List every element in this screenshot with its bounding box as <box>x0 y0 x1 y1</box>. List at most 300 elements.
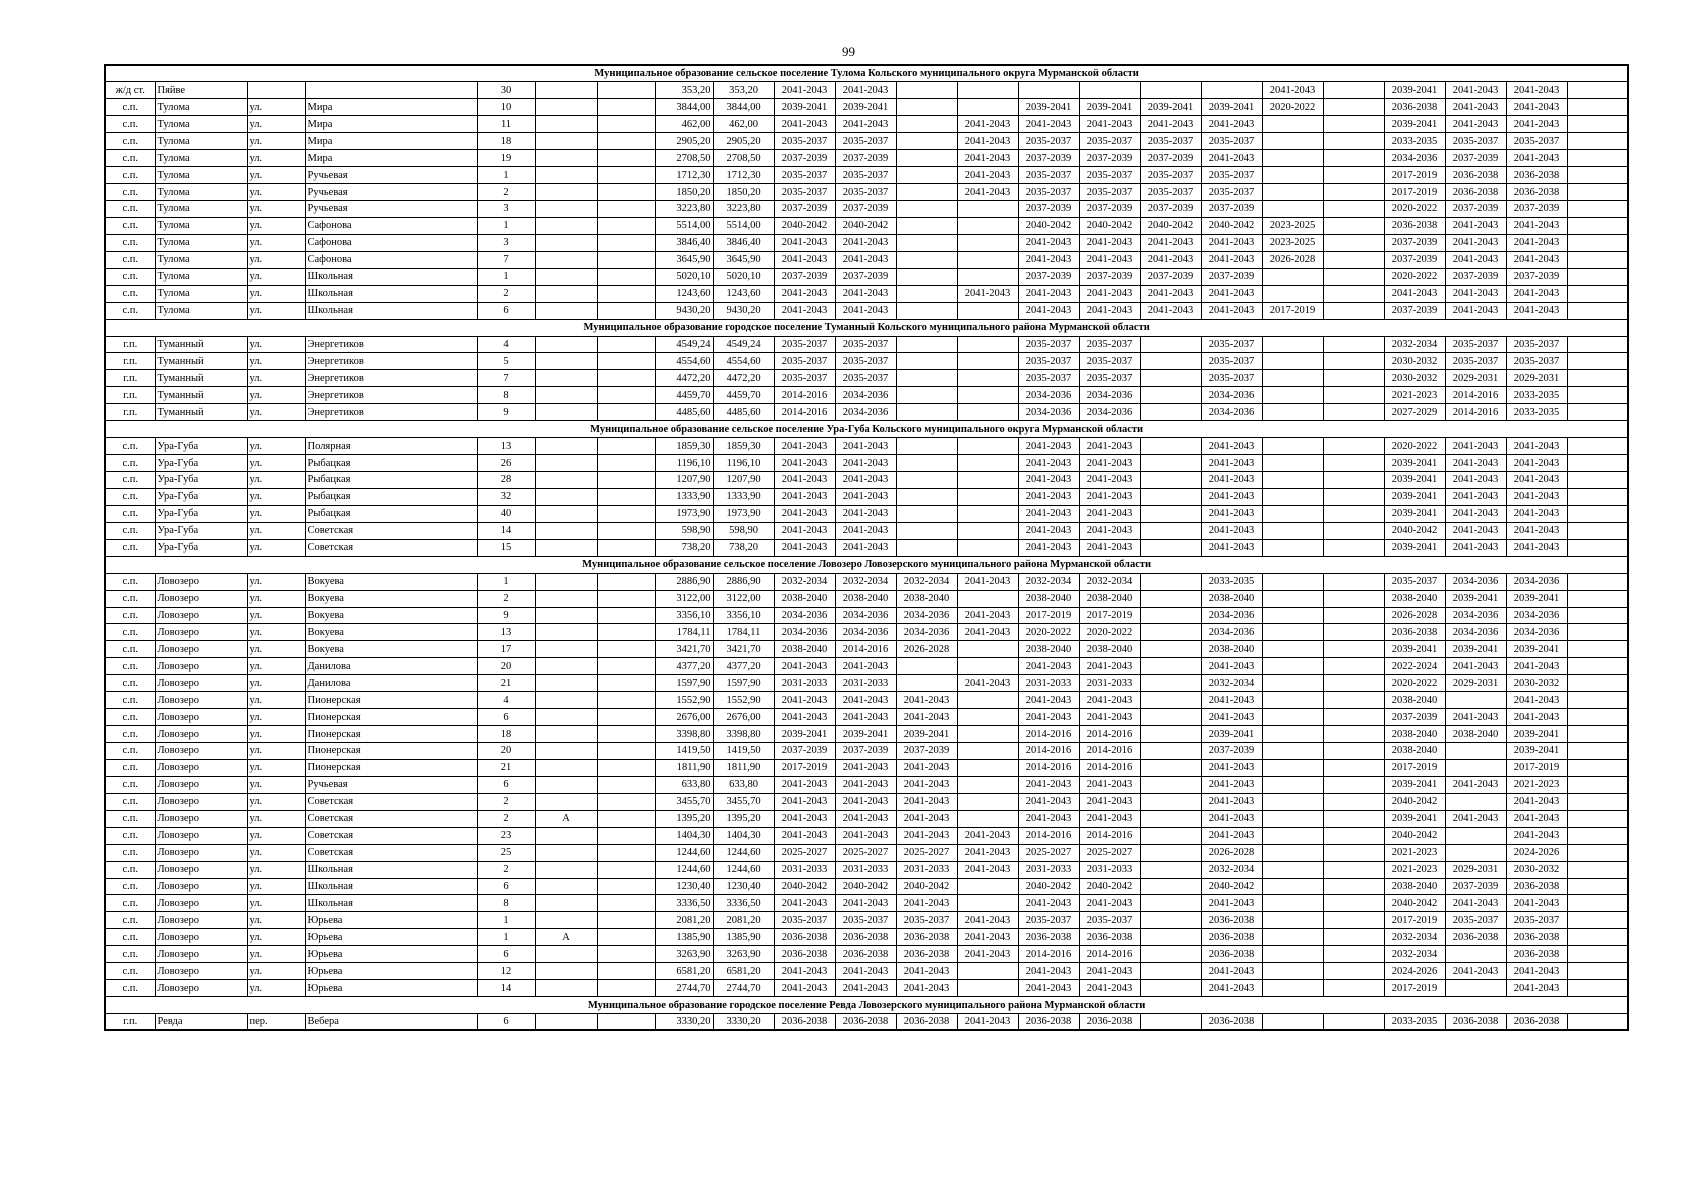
building-extra-cell <box>597 963 655 980</box>
table-row <box>105 675 1628 692</box>
work-period-cell: 2038-2040 <box>1018 641 1079 658</box>
work-period-cell <box>1323 844 1384 861</box>
settlement-type-cell: г.п. <box>105 404 155 421</box>
table-row <box>105 336 1628 353</box>
work-period-cell <box>957 658 1018 675</box>
work-period-cell <box>1140 861 1201 878</box>
empty-cell <box>1567 116 1628 133</box>
work-period-cell: 2026-2028 <box>1201 844 1262 861</box>
empty-cell <box>1567 726 1628 743</box>
work-period-cell: 2041-2043 <box>1018 963 1079 980</box>
table-row <box>105 878 1628 895</box>
work-period-cell <box>896 370 957 387</box>
work-period-cell: 2035-2037 <box>835 133 896 150</box>
work-period-cell: 2041-2043 <box>1201 472 1262 489</box>
work-period-cell: 2017-2019 <box>1384 759 1445 776</box>
work-period-cell: 2038-2040 <box>1384 743 1445 760</box>
building-extra-cell <box>597 743 655 760</box>
street-type-cell: ул. <box>247 184 305 201</box>
work-period-cell: 2041-2043 <box>1445 810 1506 827</box>
work-period-cell: 462,00 <box>713 116 774 133</box>
work-period-cell: 2040-2042 <box>774 217 835 234</box>
settlement-type-cell: с.п. <box>105 285 155 302</box>
work-period-cell: 2035-2037 <box>774 133 835 150</box>
empty-cell <box>1567 455 1628 472</box>
street-type-cell: ул. <box>247 217 305 234</box>
work-period-cell: 2035-2037 <box>1140 167 1201 184</box>
work-period-cell: 2037-2039 <box>1445 878 1506 895</box>
work-period-cell: 2021-2023 <box>1384 844 1445 861</box>
work-period-cell: 2037-2039 <box>1445 201 1506 218</box>
work-period-cell: 2036-2038 <box>1079 1014 1140 1031</box>
work-period-cell: 5514,00 <box>713 217 774 234</box>
street-name-cell: Мира <box>305 133 477 150</box>
work-period-cell: 2035-2037 <box>774 184 835 201</box>
settlement-type-cell: с.п. <box>105 150 155 167</box>
building-letter-cell <box>535 184 597 201</box>
work-period-cell <box>1323 268 1384 285</box>
work-period-cell: 2041-2043 <box>835 810 896 827</box>
work-period-cell: 2039-2041 <box>1384 641 1445 658</box>
work-period-cell: 353,20 <box>713 82 774 99</box>
building-letter-cell <box>535 285 597 302</box>
settlement-type-cell: с.п. <box>105 251 155 268</box>
work-period-cell: 2039-2041 <box>896 726 957 743</box>
work-period-cell <box>1262 590 1323 607</box>
settlement-type-cell: с.п. <box>105 946 155 963</box>
work-period-cell: 2041-2043 <box>1506 438 1567 455</box>
street-name-cell: Вокуева <box>305 641 477 658</box>
building-extra-cell <box>597 251 655 268</box>
work-period-cell: 2037-2039 <box>1506 201 1567 218</box>
building-extra-cell <box>597 912 655 929</box>
work-period-cell: 2035-2037 <box>1018 133 1079 150</box>
work-period-cell <box>957 743 1018 760</box>
work-period-cell: 2038-2040 <box>1384 878 1445 895</box>
settlement-name-cell: Ловозеро <box>155 793 247 810</box>
work-period-cell: 2041-2043 <box>774 709 835 726</box>
work-period-cell: 2025-2027 <box>835 844 896 861</box>
building-extra-cell <box>597 793 655 810</box>
work-period-cell <box>1323 980 1384 997</box>
work-period-cell <box>1262 455 1323 472</box>
work-period-cell: 2035-2037 <box>1018 336 1079 353</box>
work-period-cell: 2041-2043 <box>1201 150 1262 167</box>
work-period-cell <box>1262 641 1323 658</box>
work-period-cell: 2041-2043 <box>1079 709 1140 726</box>
house-number-cell: 2 <box>477 861 535 878</box>
area-value-cell: 1243,60 <box>655 285 713 302</box>
street-type-cell: ул. <box>247 488 305 505</box>
building-letter-cell <box>535 675 597 692</box>
table-row <box>105 1014 1628 1031</box>
area-value-cell: 3398,80 <box>655 726 713 743</box>
work-period-cell: 2041-2043 <box>1201 980 1262 997</box>
work-period-cell <box>1445 980 1506 997</box>
street-type-cell: ул. <box>247 793 305 810</box>
work-period-cell: 2035-2037 <box>1201 133 1262 150</box>
settlement-type-cell: с.п. <box>105 929 155 946</box>
building-extra-cell <box>597 895 655 912</box>
street-name-cell: Данилова <box>305 658 477 675</box>
work-period-cell: 2041-2043 <box>774 82 835 99</box>
street-name-cell: Данилова <box>305 675 477 692</box>
work-period-cell: 2041-2043 <box>835 522 896 539</box>
work-period-cell: 2041-2043 <box>1201 251 1262 268</box>
work-period-cell <box>957 776 1018 793</box>
work-period-cell: 2025-2027 <box>1079 844 1140 861</box>
building-extra-cell <box>597 268 655 285</box>
street-type-cell: ул. <box>247 251 305 268</box>
work-period-cell: 2030-2032 <box>1506 861 1567 878</box>
work-period-cell <box>1201 82 1262 99</box>
building-letter-cell <box>535 658 597 675</box>
settlement-type-cell: с.п. <box>105 793 155 810</box>
settlement-name-cell: Ловозеро <box>155 895 247 912</box>
area-value-cell: 3263,90 <box>655 946 713 963</box>
work-period-cell: 2035-2037 <box>774 167 835 184</box>
work-period-cell: 2033-2035 <box>1506 404 1567 421</box>
work-period-cell: 2041-2043 <box>896 980 957 997</box>
area-value-cell: 4549,24 <box>655 336 713 353</box>
empty-cell <box>1567 743 1628 760</box>
work-period-cell: 2041-2043 <box>1506 963 1567 980</box>
settlement-type-cell: г.п. <box>105 370 155 387</box>
table-row <box>105 844 1628 861</box>
work-period-cell: 2041-2043 <box>1018 234 1079 251</box>
work-period-cell: 2041-2043 <box>1079 895 1140 912</box>
work-period-cell: 2031-2033 <box>835 675 896 692</box>
work-period-cell: 2041-2043 <box>1445 285 1506 302</box>
settlement-type-cell: с.п. <box>105 912 155 929</box>
house-number-cell: 13 <box>477 438 535 455</box>
work-period-cell: 2041-2043 <box>1140 251 1201 268</box>
street-name-cell: Сафонова <box>305 234 477 251</box>
work-period-cell <box>1323 929 1384 946</box>
work-period-cell: 2014-2016 <box>835 641 896 658</box>
work-period-cell: 2041-2043 <box>1140 302 1201 319</box>
empty-cell <box>1567 590 1628 607</box>
street-name-cell: Юрьева <box>305 912 477 929</box>
work-period-cell: 2040-2042 <box>1384 895 1445 912</box>
empty-cell <box>1567 692 1628 709</box>
settlement-name-cell: Ловозеро <box>155 810 247 827</box>
work-period-cell: 2041-2043 <box>1018 251 1079 268</box>
work-period-cell: 2024-2026 <box>1506 844 1567 861</box>
work-period-cell: 2041-2043 <box>774 455 835 472</box>
house-number-cell: 14 <box>477 522 535 539</box>
work-period-cell: 633,80 <box>713 776 774 793</box>
work-period-cell: 2041-2043 <box>1506 793 1567 810</box>
street-name-cell: Пионерская <box>305 759 477 776</box>
house-number-cell: 23 <box>477 827 535 844</box>
work-period-cell: 2034-2036 <box>835 624 896 641</box>
work-period-cell <box>1262 522 1323 539</box>
street-type-cell: ул. <box>247 641 305 658</box>
work-period-cell <box>957 726 1018 743</box>
work-period-cell <box>896 150 957 167</box>
work-period-cell: 2036-2038 <box>1445 929 1506 946</box>
work-period-cell <box>1140 336 1201 353</box>
work-period-cell: 2041-2043 <box>957 150 1018 167</box>
work-period-cell <box>1323 251 1384 268</box>
building-letter-cell: А <box>535 929 597 946</box>
house-number-cell: 2 <box>477 810 535 827</box>
street-name-cell: Рыбацкая <box>305 505 477 522</box>
work-period-cell: 2041-2043 <box>835 488 896 505</box>
street-type-cell: ул. <box>247 861 305 878</box>
empty-cell <box>1567 522 1628 539</box>
work-period-cell: 2041-2043 <box>1018 438 1079 455</box>
work-period-cell <box>1323 438 1384 455</box>
work-period-cell <box>1445 743 1506 760</box>
street-name-cell: Сафонова <box>305 251 477 268</box>
building-letter-cell <box>535 624 597 641</box>
work-period-cell: 2041-2043 <box>1079 505 1140 522</box>
street-name-cell: Пионерская <box>305 709 477 726</box>
work-period-cell: 2037-2039 <box>774 743 835 760</box>
work-period-cell <box>1323 488 1384 505</box>
settlement-type-cell: с.п. <box>105 505 155 522</box>
work-period-cell: 2014-2016 <box>1018 726 1079 743</box>
building-letter-cell <box>535 912 597 929</box>
work-period-cell <box>957 878 1018 895</box>
work-period-cell: 2041-2043 <box>835 505 896 522</box>
work-period-cell: 2041-2043 <box>835 82 896 99</box>
work-period-cell: 1395,20 <box>713 810 774 827</box>
table-row <box>105 353 1628 370</box>
work-period-cell <box>957 234 1018 251</box>
street-name-cell: Советская <box>305 827 477 844</box>
street-name-cell: Вокуева <box>305 607 477 624</box>
settlement-name-cell: Ловозеро <box>155 675 247 692</box>
empty-cell <box>1567 929 1628 946</box>
work-period-cell: 2041-2043 <box>835 709 896 726</box>
work-period-cell: 2041-2043 <box>1079 793 1140 810</box>
settlement-name-cell: Ловозеро <box>155 590 247 607</box>
building-letter-cell <box>535 827 597 844</box>
work-period-cell: 2031-2033 <box>1018 861 1079 878</box>
street-type-cell: ул. <box>247 607 305 624</box>
work-period-cell: 2041-2043 <box>1079 438 1140 455</box>
building-letter-cell <box>535 878 597 895</box>
work-period-cell: 3330,20 <box>713 1014 774 1031</box>
empty-cell <box>1567 184 1628 201</box>
empty-cell <box>1567 709 1628 726</box>
work-period-cell <box>1323 624 1384 641</box>
settlement-name-cell: Тулома <box>155 251 247 268</box>
work-period-cell: 2041-2043 <box>1018 793 1079 810</box>
work-period-cell <box>1140 912 1201 929</box>
building-letter-cell <box>535 370 597 387</box>
work-period-cell: 2035-2037 <box>1384 573 1445 590</box>
work-period-cell: 2036-2038 <box>1445 184 1506 201</box>
work-period-cell: 1597,90 <box>713 675 774 692</box>
area-value-cell: 5514,00 <box>655 217 713 234</box>
empty-cell <box>1567 641 1628 658</box>
empty-cell <box>1567 793 1628 810</box>
empty-cell <box>1567 404 1628 421</box>
building-extra-cell <box>597 539 655 556</box>
house-number-cell: 3 <box>477 201 535 218</box>
area-value-cell: 2744,70 <box>655 980 713 997</box>
work-period-cell: 2041-2043 <box>835 895 896 912</box>
street-name-cell: Вокуева <box>305 590 477 607</box>
house-number-cell: 6 <box>477 946 535 963</box>
empty-cell <box>1567 217 1628 234</box>
work-period-cell <box>1323 895 1384 912</box>
work-period-cell: 2041-2043 <box>1079 472 1140 489</box>
work-period-cell <box>957 370 1018 387</box>
settlement-name-cell: Тулома <box>155 234 247 251</box>
work-period-cell: 1196,10 <box>713 455 774 472</box>
work-period-cell: 2032-2034 <box>1201 861 1262 878</box>
work-period-cell: 4485,60 <box>713 404 774 421</box>
work-period-cell: 1811,90 <box>713 759 774 776</box>
work-period-cell <box>1262 624 1323 641</box>
work-period-cell <box>1323 472 1384 489</box>
table-row <box>105 776 1628 793</box>
work-period-cell <box>1140 590 1201 607</box>
work-period-cell: 2039-2041 <box>774 99 835 116</box>
work-period-cell: 2041-2043 <box>957 912 1018 929</box>
work-period-cell: 2039-2041 <box>1445 590 1506 607</box>
building-letter-cell <box>535 217 597 234</box>
area-value-cell: 4472,20 <box>655 370 713 387</box>
work-period-cell: 2041-2043 <box>1506 895 1567 912</box>
work-period-cell: 2041-2043 <box>835 658 896 675</box>
building-extra-cell <box>597 759 655 776</box>
work-period-cell: 2034-2036 <box>774 624 835 641</box>
work-period-cell <box>1323 184 1384 201</box>
work-period-cell: 2021-2023 <box>1384 387 1445 404</box>
building-extra-cell <box>597 1014 655 1031</box>
work-period-cell: 2034-2036 <box>835 404 896 421</box>
work-period-cell: 3645,90 <box>713 251 774 268</box>
street-name-cell: Вокуева <box>305 624 477 641</box>
work-period-cell <box>1140 641 1201 658</box>
house-number-cell: 6 <box>477 878 535 895</box>
work-period-cell: 2036-2038 <box>1201 946 1262 963</box>
work-period-cell <box>1323 793 1384 810</box>
table-row <box>105 404 1628 421</box>
building-extra-cell <box>597 607 655 624</box>
house-number-cell: 7 <box>477 370 535 387</box>
work-period-cell <box>1262 150 1323 167</box>
street-type-cell: ул. <box>247 759 305 776</box>
section-title: Муниципальное образование городское поселение Ревда Ловозерского муниципального района Мурманской области <box>105 997 1628 1014</box>
work-period-cell <box>1262 607 1323 624</box>
table-row <box>105 488 1628 505</box>
work-period-cell: 2041-2043 <box>835 438 896 455</box>
street-name-cell: Ручьевая <box>305 184 477 201</box>
work-period-cell: 2081,20 <box>713 912 774 929</box>
work-period-cell <box>1323 709 1384 726</box>
work-period-cell: 4377,20 <box>713 658 774 675</box>
house-number-cell: 6 <box>477 302 535 319</box>
work-period-cell <box>957 709 1018 726</box>
street-name-cell: Школьная <box>305 861 477 878</box>
work-period-cell: 2030-2032 <box>1384 353 1445 370</box>
work-period-cell <box>1140 929 1201 946</box>
work-period-cell: 2041-2043 <box>1506 217 1567 234</box>
house-number-cell: 26 <box>477 455 535 472</box>
empty-cell <box>1567 624 1628 641</box>
work-period-cell: 2041-2043 <box>1445 963 1506 980</box>
settlement-type-cell: с.п. <box>105 590 155 607</box>
work-period-cell: 2027-2029 <box>1384 404 1445 421</box>
area-value-cell: 1712,30 <box>655 167 713 184</box>
work-period-cell: 2036-2038 <box>1201 912 1262 929</box>
work-period-cell <box>1323 99 1384 116</box>
work-period-cell: 2036-2038 <box>1445 1014 1506 1031</box>
work-period-cell: 2037-2039 <box>1079 201 1140 218</box>
housing-schedule-table <box>104 64 1629 1031</box>
house-number-cell: 3 <box>477 234 535 251</box>
work-period-cell <box>1323 505 1384 522</box>
work-period-cell: 2041-2043 <box>1445 895 1506 912</box>
settlement-name-cell: Ловозеро <box>155 861 247 878</box>
work-period-cell: 2038-2040 <box>774 641 835 658</box>
work-period-cell: 3336,50 <box>713 895 774 912</box>
work-period-cell <box>1323 692 1384 709</box>
work-period-cell: 2041-2043 <box>1445 472 1506 489</box>
work-period-cell: 2035-2037 <box>1018 912 1079 929</box>
work-period-cell: 2040-2042 <box>835 217 896 234</box>
settlement-name-cell: Тулома <box>155 201 247 218</box>
table-row <box>105 912 1628 929</box>
work-period-cell <box>1323 726 1384 743</box>
house-number-cell: 2 <box>477 184 535 201</box>
work-period-cell: 2041-2043 <box>1201 488 1262 505</box>
work-period-cell: 2041-2043 <box>835 759 896 776</box>
street-name-cell: Школьная <box>305 285 477 302</box>
work-period-cell: 2038-2040 <box>774 590 835 607</box>
work-period-cell: 2030-2032 <box>1506 675 1567 692</box>
work-period-cell: 2014-2016 <box>1079 759 1140 776</box>
work-period-cell <box>1323 302 1384 319</box>
work-period-cell: 2041-2043 <box>1018 709 1079 726</box>
area-value-cell: 1395,20 <box>655 810 713 827</box>
work-period-cell: 4549,24 <box>713 336 774 353</box>
work-period-cell: 2022-2024 <box>1384 658 1445 675</box>
work-period-cell <box>1262 488 1323 505</box>
table-row <box>105 743 1628 760</box>
table-row <box>105 217 1628 234</box>
work-period-cell: 1404,30 <box>713 827 774 844</box>
empty-cell <box>1567 861 1628 878</box>
street-type-cell: ул. <box>247 336 305 353</box>
work-period-cell: 2708,50 <box>713 150 774 167</box>
street-type-cell: ул. <box>247 878 305 895</box>
empty-cell <box>1567 607 1628 624</box>
empty-cell <box>1567 878 1628 895</box>
work-period-cell: 2035-2037 <box>835 370 896 387</box>
empty-cell <box>1567 505 1628 522</box>
settlement-type-cell: с.п. <box>105 573 155 590</box>
work-period-cell: 2025-2027 <box>774 844 835 861</box>
work-period-cell: 2041-2043 <box>1506 709 1567 726</box>
building-extra-cell <box>597 82 655 99</box>
building-extra-cell <box>597 675 655 692</box>
work-period-cell: 2041-2043 <box>1506 658 1567 675</box>
table-row <box>105 895 1628 912</box>
work-period-cell: 2041-2043 <box>1201 438 1262 455</box>
work-period-cell: 2041-2043 <box>1506 302 1567 319</box>
building-letter-cell <box>535 251 597 268</box>
work-period-cell: 2676,00 <box>713 709 774 726</box>
house-number-cell: 10 <box>477 99 535 116</box>
